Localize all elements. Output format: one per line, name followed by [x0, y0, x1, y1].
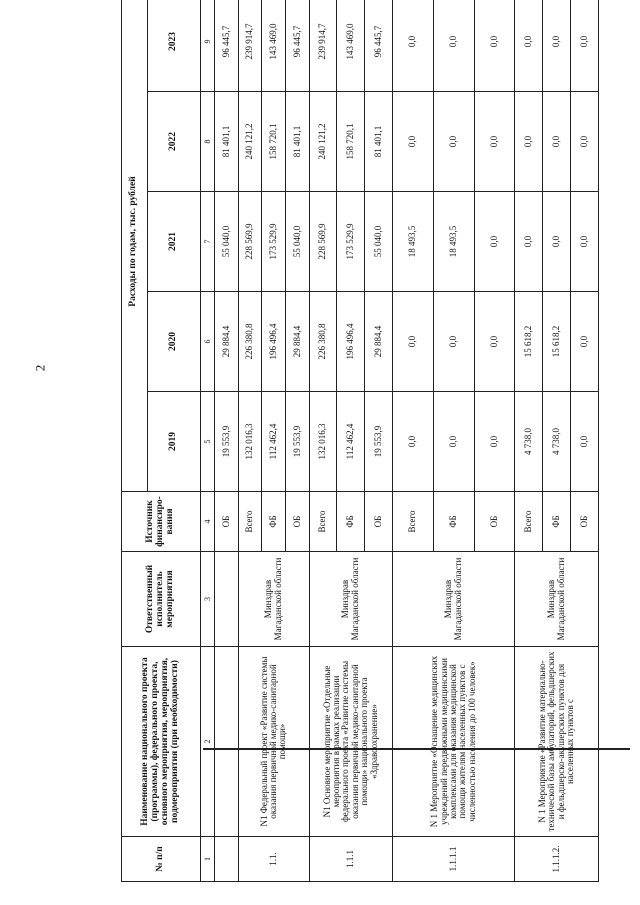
row-value: 239 914,7	[309, 0, 337, 92]
row-value: 228 569,9	[309, 192, 337, 292]
row-value: 0,0	[515, 92, 543, 192]
header-year: 2021	[147, 192, 201, 292]
row-value: 0,0	[474, 292, 515, 392]
row-value: 19 553,9	[285, 392, 309, 492]
row-value: 0,0	[571, 0, 599, 92]
row-value: 0,0	[474, 0, 515, 92]
row-value: 4 738,0	[515, 392, 543, 492]
row-value: 18 493,5	[433, 192, 474, 292]
table-row	[515, 0, 543, 882]
budget-table-sheet	[121, 0, 599, 882]
row-name: N 1 Мероприятие «Развитие материально-технической базы амбулаторий, фельдшерских и фельдшерско-акушерских пунктов для населенных пунктов с	[515, 647, 599, 837]
row-value: 96 445,7	[215, 0, 239, 92]
col-number: 9	[201, 0, 215, 92]
header-executor: Ответственный исполнитель мероприятия	[122, 552, 201, 647]
row-value: 15 618,2	[543, 292, 571, 392]
row-value: 0,0	[474, 392, 515, 492]
row-value: 0,0	[543, 192, 571, 292]
row-executor: Минздрав Магаданской области	[393, 552, 515, 647]
row-source: ОБ	[571, 492, 599, 552]
row-source: ФБ	[543, 492, 571, 552]
row-source: Всего	[238, 492, 262, 552]
row-value: 239 914,7	[238, 0, 262, 92]
column-numbers-row	[201, 0, 215, 882]
row-value: 226 380,8	[309, 292, 337, 392]
row-number: 1.1.1	[309, 837, 393, 882]
row-value: 112 462,4	[337, 392, 365, 492]
row-value: 55 040,0	[215, 192, 239, 292]
row-number	[215, 837, 239, 882]
header-source: Источник финансиро-вания	[122, 492, 201, 552]
row-value: 0,0	[474, 92, 515, 192]
header-row	[122, 0, 148, 882]
row-number: 1.1.1.2.	[515, 837, 599, 882]
row-value: 112 462,4	[262, 392, 286, 492]
budget-table	[121, 0, 599, 882]
row-value: 0,0	[433, 92, 474, 192]
row-name: N1 Федеральный проект «Развитие системы оказания первичной медико-санитарной помощи»	[238, 647, 309, 837]
row-value: 4 738,0	[543, 392, 571, 492]
header-expenses: Расходы по годам, тыс. рублей	[122, 0, 148, 492]
row-value: 226 380,8	[238, 292, 262, 392]
row-value: 0,0	[393, 392, 434, 492]
row-value: 0,0	[393, 0, 434, 92]
row-value: 81 401,1	[365, 92, 393, 192]
row-value: 96 445,7	[285, 0, 309, 92]
col-number: 3	[201, 552, 215, 647]
header-year: 2020	[147, 292, 201, 392]
row-source: ФБ	[337, 492, 365, 552]
row-value: 143 469,0	[262, 0, 286, 92]
row-name: N1 Основное мероприятие «Отдельные мероприятия в рамках реализации федерального проекта «Развитие системы оказания первичной медико-санитарной помощи» национального проекта «Здравоохранение»	[309, 647, 393, 837]
row-source: Всего	[393, 492, 434, 552]
row-value: 143 469,0	[337, 0, 365, 92]
row-value: 0,0	[543, 0, 571, 92]
table-row	[238, 0, 262, 882]
row-value: 196 496,4	[262, 292, 286, 392]
row-value: 0,0	[474, 192, 515, 292]
row-value: 29 884,4	[365, 292, 393, 392]
row-value: 18 493,5	[393, 192, 434, 292]
row-value: 0,0	[393, 92, 434, 192]
row-source: ФБ	[262, 492, 286, 552]
row-number: 1.1.	[238, 837, 309, 882]
table-row	[309, 0, 337, 882]
row-value: 15 618,2	[515, 292, 543, 392]
row-source: ОБ	[365, 492, 393, 552]
row-value: 240 121,2	[309, 92, 337, 192]
row-executor: Минздрав Магаданской области	[238, 552, 309, 647]
row-source: ОБ	[285, 492, 309, 552]
row-name: N 1 Мероприятие «Оснащение медицинских учреждений передвижными медицинскими комплексами для оказания медицинской помощи жителям населенных пунктов с численностью населения до 100 человек»	[393, 647, 515, 837]
row-value: 0,0	[571, 292, 599, 392]
header-year: 2019	[147, 392, 201, 492]
row-value: 81 401,1	[215, 92, 239, 192]
row-value: 0,0	[433, 392, 474, 492]
row-value: 0,0	[393, 292, 434, 392]
row-value: 0,0	[433, 0, 474, 92]
row-value: 0,0	[571, 392, 599, 492]
row-source: ОБ	[474, 492, 515, 552]
row-value: 55 040,0	[285, 192, 309, 292]
header-num: № п/п	[122, 837, 201, 882]
row-value: 29 884,4	[285, 292, 309, 392]
col-number: 4	[201, 492, 215, 552]
row-source: Всего	[309, 492, 337, 552]
col-number: 1	[201, 837, 215, 882]
table-row	[393, 0, 434, 882]
row-value: 228 569,9	[238, 192, 262, 292]
row-value: 0,0	[515, 192, 543, 292]
header-year: 2022	[147, 92, 201, 192]
row-value: 29 884,4	[215, 292, 239, 392]
row-source: Всего	[515, 492, 543, 552]
col-number: 7	[201, 192, 215, 292]
row-executor	[215, 552, 239, 647]
page-number: 2	[32, 364, 48, 372]
row-number: 1.1.1.1	[393, 837, 515, 882]
row-value: 132 016,3	[309, 392, 337, 492]
col-number: 6	[201, 292, 215, 392]
col-number: 2	[201, 647, 215, 837]
row-value: 132 016,3	[238, 392, 262, 492]
row-value: 0,0	[571, 192, 599, 292]
row-source: ФБ	[433, 492, 474, 552]
header-year: 2023	[147, 0, 201, 92]
col-number: 8	[201, 92, 215, 192]
col-number: 5	[201, 392, 215, 492]
row-name	[215, 647, 239, 837]
row-value: 0,0	[571, 92, 599, 192]
row-executor: Минздрав Магаданской области	[515, 552, 599, 647]
row-value: 96 445,7	[365, 0, 393, 92]
row-value: 0,0	[543, 92, 571, 192]
table-row	[215, 0, 239, 882]
row-source: ОБ	[215, 492, 239, 552]
row-value: 55 040,0	[365, 192, 393, 292]
row-value: 19 553,9	[365, 392, 393, 492]
row-value: 173 529,9	[337, 192, 365, 292]
row-value: 0,0	[515, 0, 543, 92]
row-value: 173 529,9	[262, 192, 286, 292]
row-value: 158 720,1	[337, 92, 365, 192]
row-value: 0,0	[433, 292, 474, 392]
row-value: 196 496,4	[337, 292, 365, 392]
header-name: Наименование национального проекта (программы), федерального проекта, основного мероприятия, мероприятия, подмероприятия (при необходимости)	[122, 647, 201, 837]
row-value: 158 720,1	[262, 92, 286, 192]
row-executor: Минздрав Магаданской области	[309, 552, 393, 647]
row-value: 240 121,2	[238, 92, 262, 192]
row-value: 81 401,1	[285, 92, 309, 192]
row-value: 19 553,9	[215, 392, 239, 492]
